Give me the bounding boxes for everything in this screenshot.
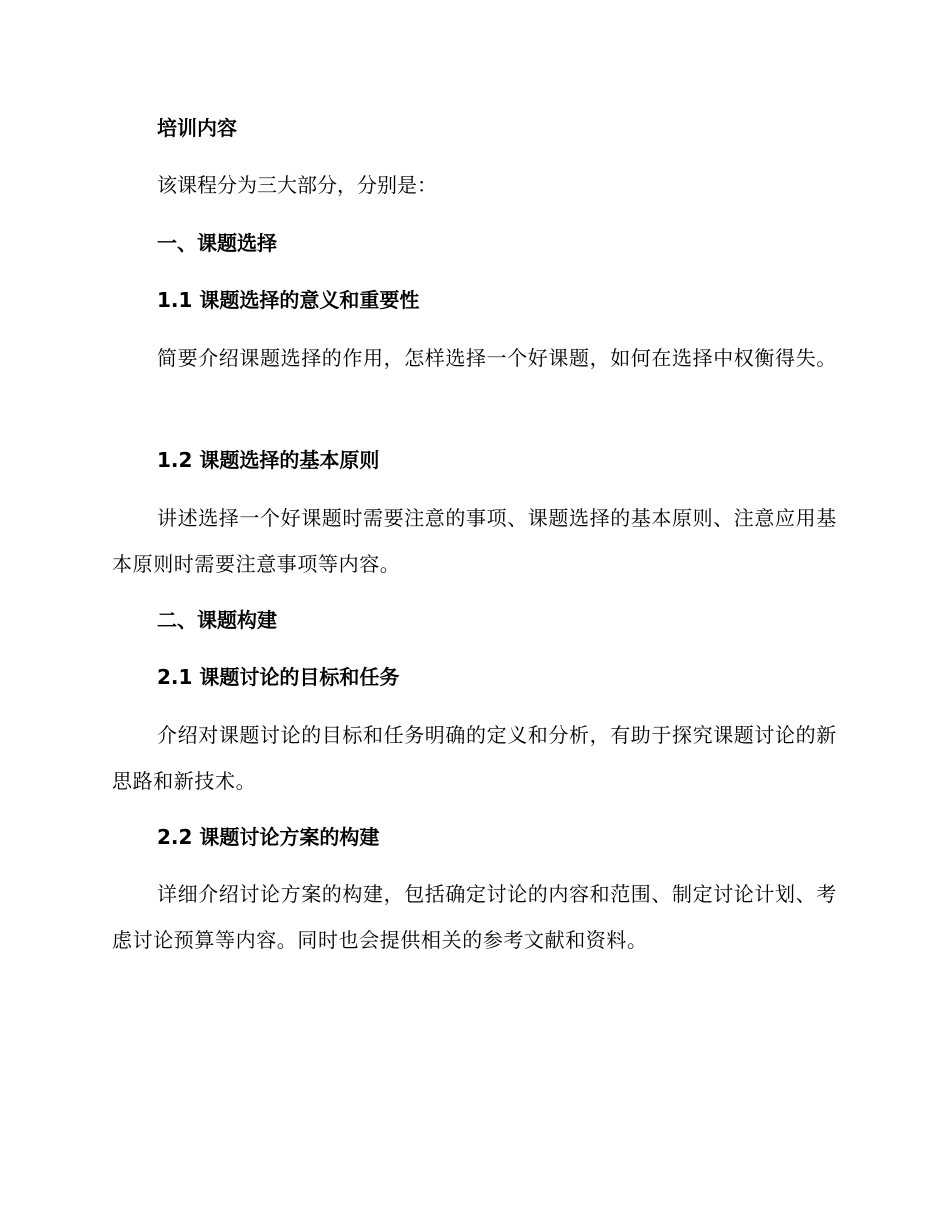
- section-1-1-text: 简要介绍课题选择的作用，怎样选择一个好课题，如何在选择中权衡得失。: [157, 346, 837, 370]
- document-heading: 培训内容: [157, 116, 237, 140]
- part1-title: 一、课题选择: [157, 231, 277, 255]
- section-2-2-title: 2.2 课题讨论方案的构建: [157, 825, 380, 849]
- intro-text: 该课程分为三大部分，分别是：: [157, 173, 437, 197]
- section-2-1-title: 2.1 课题讨论的目标和任务: [157, 665, 400, 689]
- section-2-2-text: 详细介绍讨论方案的构建，包括确定讨论的内容和范围、制定讨论计划、考虑讨论预算等内容。同时也会提供相关的参考文献和资料。: [112, 882, 837, 952]
- section-1-2-text: 讲述选择一个好课题时需要注意的事项、课题选择的基本原则、注意应用基本原则时需要注意事项等内容。: [112, 506, 837, 576]
- section-1-2-title: 1.2 课题选择的基本原则: [157, 448, 380, 472]
- section-1-1-title: 1.1 课题选择的意义和重要性: [157, 288, 420, 312]
- section-2-1-text: 介绍对课题讨论的目标和任务明确的定义和分析，有助于探究课题讨论的新思路和新技术。: [112, 723, 837, 793]
- part2-title: 二、课题构建: [157, 608, 277, 632]
